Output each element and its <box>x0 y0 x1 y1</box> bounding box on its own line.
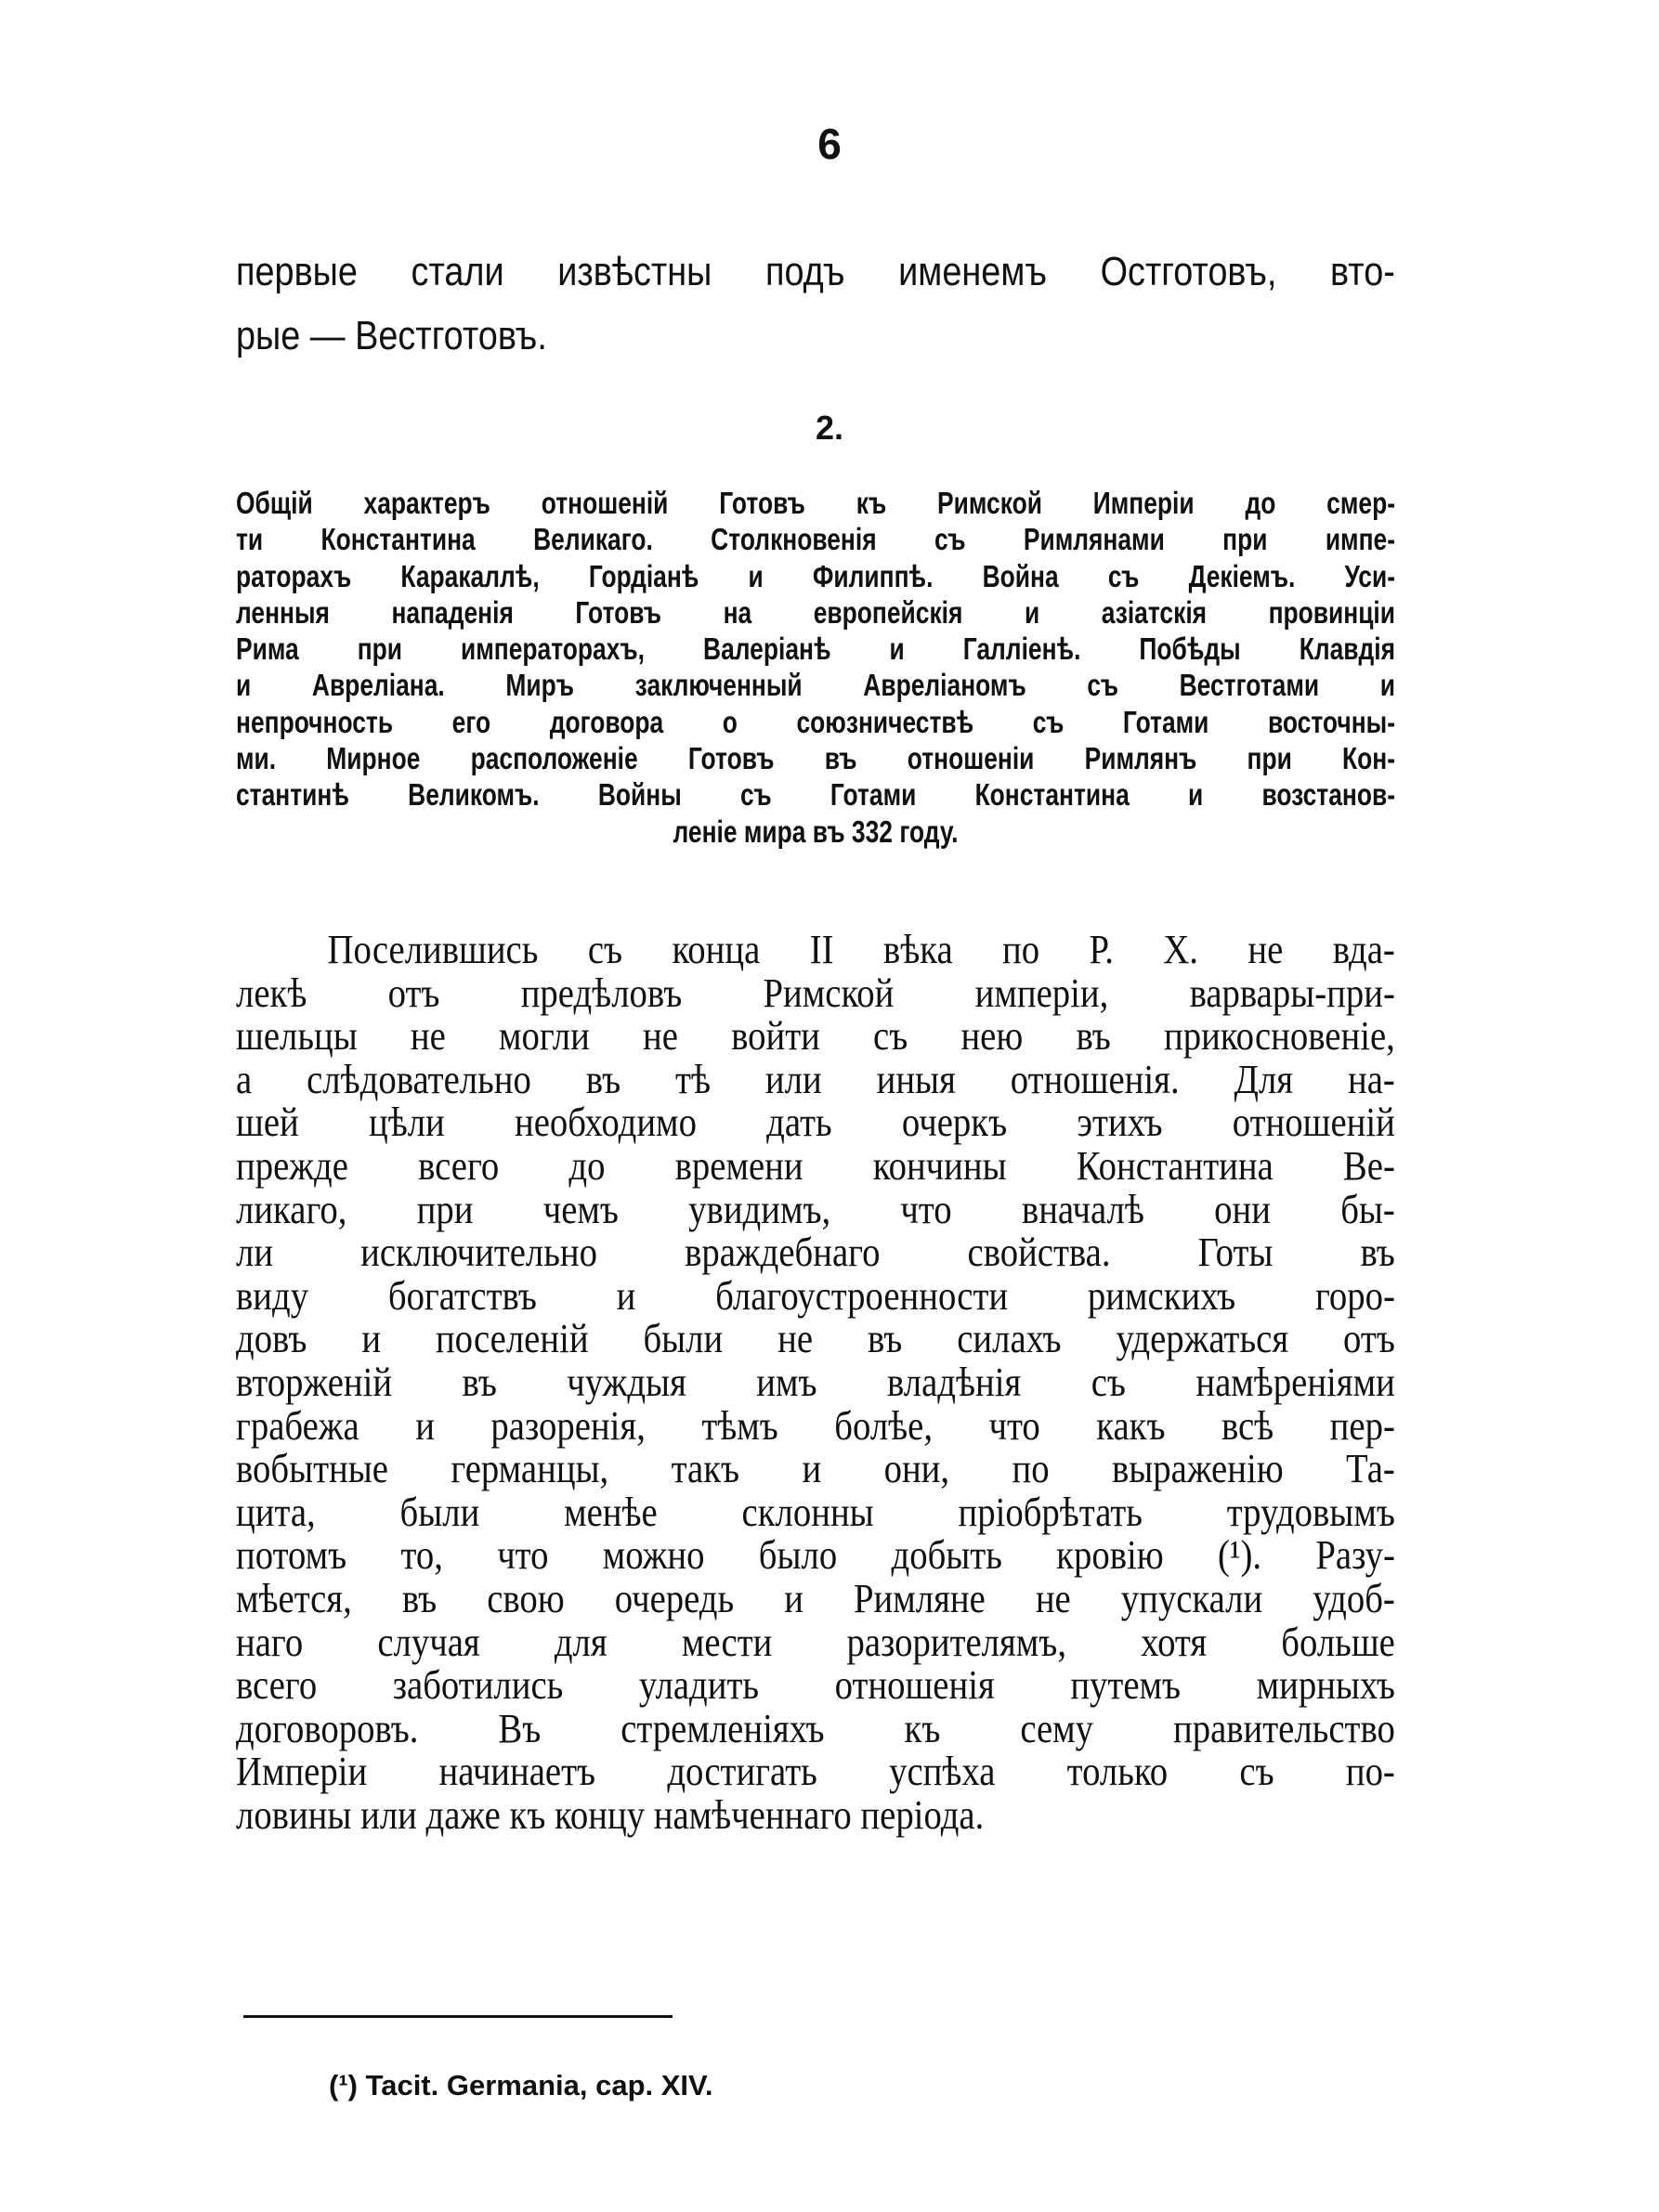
summary-line: стантинѣ Великомъ. Войны съ Готами Константина и возстанов- <box>236 777 1395 813</box>
body-line: виду богатствъ и благоустроенности римскихъ горо- <box>236 1272 1395 1319</box>
summary-line: Общій характеръ отношеній Готовъ къ Римской Имперіи до смер- <box>236 486 1395 520</box>
summary-line: раторахъ Каракаллѣ, Гордіанѣ и Филиппѣ. Война съ Декіемъ. Уси- <box>236 558 1395 593</box>
intro-paragraph <box>236 240 1395 368</box>
body-line: шей цѣли необходимо дать очеркъ этихъ отношеній <box>236 1099 1395 1146</box>
summary-line: леніе мира въ 332 году. <box>673 813 959 849</box>
body-line: шельцы не могли не войти съ нею въ прикосновеніе, <box>236 1013 1395 1060</box>
body-line: довъ и поселеній были не въ силахъ удержаться отъ <box>236 1316 1395 1362</box>
body-line: а слѣдовательно въ тѣ или иныя отношенія. Для на- <box>236 1056 1395 1102</box>
summary-line: и Авреліана. Миръ заключенный Авреліаномъ съ Вестготами и <box>236 668 1395 703</box>
body-line: Поселившись съ конца II вѣка по Р. Х. не вда- <box>327 927 1395 972</box>
body-line: всего заботились уладить отношенія путемъ мирныхъ <box>236 1662 1395 1709</box>
body-line: грабежа и разоренія, тѣмъ болѣе, что какъ всѣ пер- <box>236 1402 1395 1449</box>
body-line: договоровъ. Въ стремленіяхъ къ сему правительство <box>236 1705 1395 1751</box>
body-line: потомъ то, что можно было добыть кровію (¹). Разу- <box>236 1532 1395 1579</box>
body-line: прежде всего до времени кончины Константина Ве- <box>236 1142 1395 1189</box>
body-line: ликаго, при чемъ увидимъ, что вначалѣ они бы- <box>236 1186 1395 1232</box>
body-line: наго случая для мести разорителямъ, хотя больше <box>236 1619 1395 1665</box>
body-line: ловины или даже къ концу намѣченнаго періода. <box>236 1791 985 1838</box>
text-line: первые стали извѣстны подъ именемъ Остготовъ, вто- <box>236 249 1395 294</box>
page-number: 6 <box>817 120 842 168</box>
body-line: цита, были менѣе склонны пріобрѣтать трудовымъ <box>236 1489 1395 1535</box>
text-line: рые — Вестготовъ. <box>236 313 547 358</box>
summary-line: ти Константина Великаго. Столкновенія съ Римлянами при импе- <box>236 522 1395 557</box>
summary-line: ми. Мирное расположеніе Готовъ въ отношеніи Римлянъ при Кон- <box>236 741 1395 776</box>
summary-line: ленныя нападенія Готовъ на европейскія и азіатскія провинціи <box>236 594 1395 630</box>
body-line: Имперіи начинаетъ достигать успѣха только съ по- <box>236 1749 1395 1795</box>
body-line: мѣется, въ свою очередь и Римляне не упускали удоб- <box>236 1575 1395 1621</box>
summary-line: Рима при императорахъ, Валеріанѣ и Галліенѣ. Побѣды Клавдія <box>236 631 1395 667</box>
footnote-rule <box>243 2015 673 2018</box>
body-line: вобытные германцы, такъ и они, по выраженію Та- <box>236 1446 1395 1492</box>
section-number: 2. <box>815 409 844 447</box>
footnote: (¹) Tacit. Germania, cap. XIV. <box>329 2069 713 2101</box>
body-line: лекѣ отъ предѣловъ Римской имперіи, варвары-при- <box>236 969 1395 1016</box>
body-line: ли исключительно враждебнаго свойства. Готы въ <box>236 1230 1395 1276</box>
body-paragraph <box>236 929 1395 1837</box>
body-line: вторженій въ чуждыя имъ владѣнія съ намѣреніями <box>236 1359 1395 1405</box>
summary-line: непрочность его договора о союзничествѣ съ Готами восточны- <box>236 704 1395 739</box>
section-summary <box>236 485 1395 850</box>
